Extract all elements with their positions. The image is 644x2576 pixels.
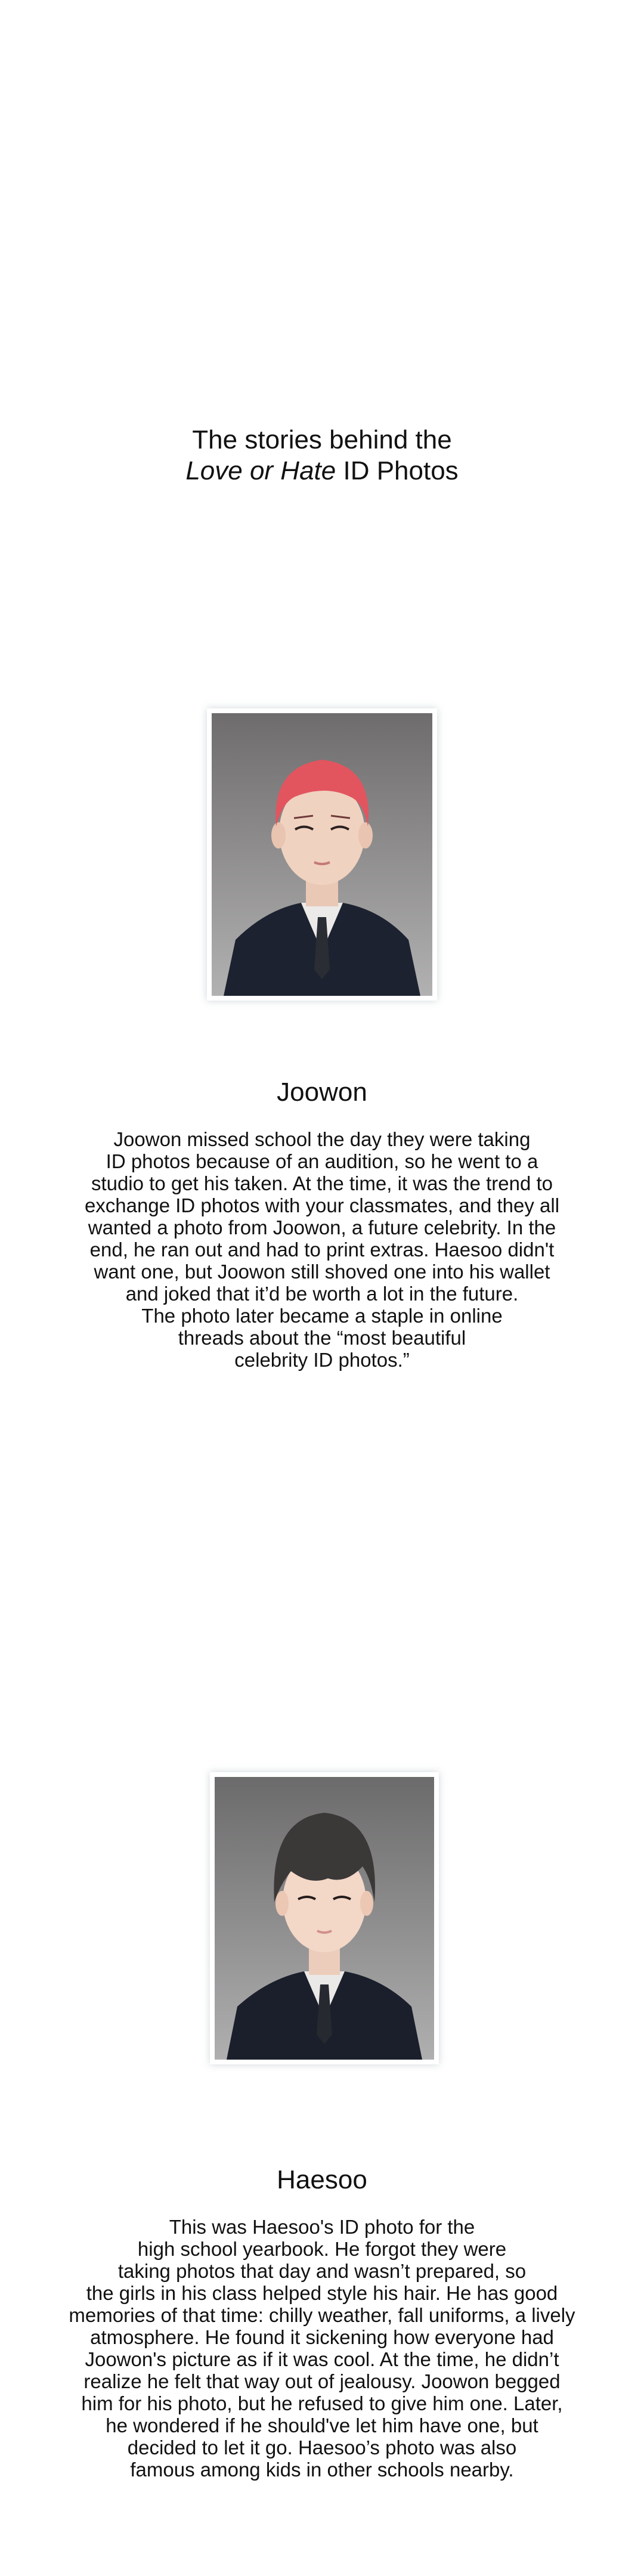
bio-line: realize he felt that way out of jealousy. Joowon begged bbox=[83, 2370, 561, 2392]
haesoo-id-photo bbox=[215, 1777, 434, 2060]
bio-line: exchange ID photos with your classmates, and they all bbox=[84, 1194, 560, 1216]
bio-line: celebrity ID photos.” bbox=[234, 1349, 410, 1371]
title-rest-part: ID Photos bbox=[336, 456, 459, 485]
bio-line: atmosphere. He found it sickening how everyone had bbox=[90, 2326, 554, 2348]
title-line-2 bbox=[0, 456, 644, 487]
bio-line: famous among kids in other schools nearby. bbox=[130, 2459, 514, 2481]
bio-line: Joowon's picture as if it was cool. At the time, he didn’t bbox=[85, 2348, 559, 2370]
haesoo-portrait bbox=[215, 1777, 434, 2060]
bio-line: high school yearbook. He forgot they were bbox=[137, 2238, 507, 2260]
joowon-id-photo-frame bbox=[207, 708, 437, 1001]
bio-line: studio to get his taken. At the time, it was the trend to bbox=[91, 1172, 553, 1194]
bio-line: want one, but Joowon still shoved one into his wallet bbox=[94, 1261, 550, 1283]
title-line-1: The stories behind the bbox=[192, 425, 452, 454]
bio-line: This was Haesoo's ID photo for the bbox=[169, 2216, 475, 2238]
joowon-portrait bbox=[212, 713, 432, 996]
bio-line: wanted a photo from Joowon, a future celebrity. In the bbox=[88, 1216, 556, 1239]
bio-line: ID photos because of an audition, so he went to a bbox=[106, 1150, 538, 1172]
character-name-joowon: Joowon bbox=[277, 1078, 367, 1107]
bio-line: him for his photo, but he refused to give him one. Later, bbox=[81, 2392, 563, 2414]
bio-line: and joked that it’d be worth a lot in the future. bbox=[125, 1283, 519, 1305]
character-name-haesoo: Haesoo bbox=[277, 2165, 367, 2194]
joowon-id-photo bbox=[212, 713, 432, 996]
bio-line: decided to let it go. Haesoo’s photo was also bbox=[127, 2436, 517, 2459]
bio-line: he wondered if he should've let him have one, but bbox=[106, 2414, 538, 2436]
bio-line: the girls in his class helped style his hair. He has good bbox=[86, 2282, 558, 2304]
bio-line: threads about the “most beautiful bbox=[178, 1327, 466, 1349]
bio-line: taking photos that day and wasn’t prepared, so bbox=[117, 2260, 527, 2282]
bio-line: memories of that time: chilly weather, fall uniforms, a lively bbox=[69, 2304, 575, 2326]
page-title bbox=[0, 425, 644, 487]
character-bio-joowon bbox=[0, 1128, 644, 1371]
character-bio-haesoo bbox=[0, 2216, 644, 2481]
title-italic-part: Love or Hate bbox=[185, 456, 336, 485]
bio-line: end, he ran out and had to print extras. Haesoo didn't bbox=[89, 1239, 555, 1261]
bio-line: The photo later became a staple in online bbox=[141, 1305, 503, 1327]
bio-line: Joowon missed school the day they were taking bbox=[113, 1128, 531, 1150]
haesoo-id-photo-frame bbox=[210, 1772, 439, 2064]
